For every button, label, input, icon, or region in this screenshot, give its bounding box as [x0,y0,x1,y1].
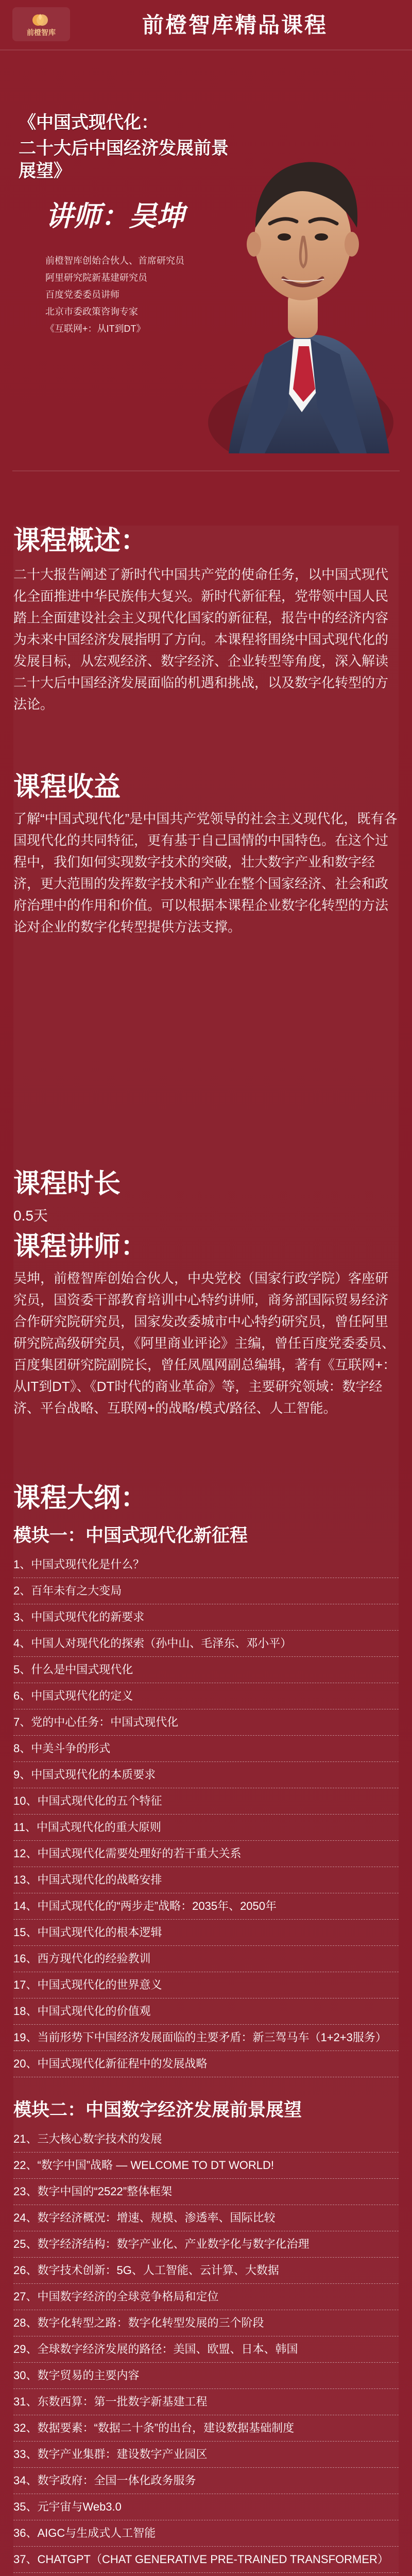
module-1-item: 19、当前形势下中国经济发展面临的主要矛盾：新三驾马车（1+2+3服务） [13,2025,399,2051]
speaker-bullet: 前橙智库创始合伙人、首席研究员 [45,256,184,266]
module-1-item: 8、中美斗争的形式 [13,1736,399,1762]
module-2-item: 23、数字中国的“2522”整体框架 [13,2179,399,2205]
module-2-item: 35、元宇宙与Web3.0 [13,2494,399,2520]
speaker-portrait [187,93,399,453]
module-1-item: 9、中国式现代化的本质要求 [13,1762,399,1788]
overview-title: 课程概述： [13,526,148,556]
hero-headline-line2: 二十大后中国经济发展前景展望》 [19,139,229,181]
module-2-item [13,2573,399,2576]
module-1-item: 4、中国人对现代化的探索（孙中山、毛泽东、邓小平） [13,1631,399,1657]
benefit-title: 课程收益 [13,772,121,802]
module-2-item: 28、数字化转型之路：数字化转型发展的三个阶段 [13,2310,399,2336]
module-1-item: 7、党的中心任务：中国式现代化 [13,1709,399,1736]
module-1-item: 1、中国式现代化是什么？ [13,1552,399,1578]
module-2-item: 31、东数西算：第一批数字新基建工程 [13,2389,399,2415]
duration-value: 0.5天 [13,1208,48,1224]
module-1-item: 10、中国式现代化的五个特征 [13,1788,399,1815]
speaker-portrait-image [187,93,399,453]
module-1-item: 5、什么是中国式现代化 [13,1657,399,1683]
teacher-text: 吴坤，前橙智库创始合伙人，中央党校（国家行政学院）客座研究员，国资委干部教育培训中心特约讲师，商务部国际贸易经济合作研究院研究员，国家发改委城市中心特约研究员，曾任阿里研究院高级研究员，《阿里商业评论》主编，曾任百度党委委员、百度集团研究院副院长，曾任凤凰网副总编辑，著有《互联网+：从IT到DT》、《DT时代的商业革命》等，主要研究领域：数字经济、平台战略、互联网+的战略/模式/路径、人工智能。 [13,1270,397,1416]
module-1-block [13,1524,399,2077]
speaker-bullet: 百度党委委员讲师 [45,290,119,300]
module-1-title: 模块一：中国式现代化新征程 [13,1526,248,1546]
module-1-item: 3、中国式现代化的新要求 [13,1604,399,1631]
module-2-item: 22、“数字中国”战略 — WELCOME TO DT WORLD! [13,2153,399,2179]
outline-title: 课程大纲： [13,1483,148,1513]
module-2-title: 模块二：中国数字经济发展前景展望 [13,2100,302,2120]
module-1-item: 18、中国式现代化的价值观 [13,1998,399,2025]
module-2-block [13,2098,399,2576]
module-2-item: 30、数字贸易的主要内容 [13,2363,399,2389]
brand-logo-icon [30,12,52,29]
hero-section [0,50,412,514]
benefit-text: 了解“中国式现代化”是中国共产党领导的社会主义现代化，既有各国现代化的共同特征，更有基于自己国情的中国特色。在这个过程中，我们如何实现数字技术的突破，壮大数字产业和数字经济，更大范围的发挥数字技术和产业在整个国家经济、社会和政府治理中的作用和价值。可以根据本课程企业数字化转型的方法论对企业的数字化转型提供方法支撑。 [13,811,398,935]
speaker-bullets [45,252,195,337]
module-2-item: 33、数字产业集群：建设数字产业园区 [13,2442,399,2468]
module-1-item: 20、中国式现代化新征程中的发展战略 [13,2051,399,2077]
duration-title: 课程时长 [13,1169,121,1199]
module-1-item: 13、中国式现代化的战略安排 [13,1867,399,1893]
module-1-item: 12、中国式现代化需要处理好的若干重大关系 [13,1841,399,1867]
top-banner [0,0,412,50]
module-1-item: 11、中国式现代化的重大原则 [13,1815,399,1841]
teacher-title: 课程讲师： [13,1232,148,1262]
module-2-item: 34、数字政府：全国一体化政务服务 [13,2468,399,2494]
module-1-item: 14、中国式现代化的“两步走”战略：2035年、2050年 [13,1893,399,1920]
speaker-bullet: 阿里研究院新基建研究员 [45,273,147,283]
module-1-item: 17、中国式现代化的世界意义 [13,1972,399,1998]
hero-separator [12,470,400,471]
module-2-item: 36、AIGC与生成式人工智能 [13,2520,399,2547]
module-2-item: 29、全球数字经济发展的路径：美国、欧盟、日本、韩国 [13,2336,399,2363]
module-2-item: 32、数据要素：“数据二十条”的出台，建设数据基础制度 [13,2415,399,2442]
module-1-item: 15、中国式现代化的根本逻辑 [13,1920,399,1946]
speaker-bullet: 北京市委政策咨询专家 [45,307,138,317]
brand-title: 前橙智库精品课程 [142,13,328,37]
module-2-item: 24、数字经济概况：增速、规模、渗透率、国际比较 [13,2205,399,2231]
module-1-item: 16、西方现代化的经验教训 [13,1946,399,1972]
module-2-item: 25、数字经济结构：数字产业化、产业数字化与数字化治理 [13,2231,399,2258]
brand-logo [12,7,70,41]
module-2-item: 37、CHATGPT（CHAT GENERATIVE PRE-TRAINED TRANSFORMER） [13,2547,399,2573]
speaker-title: 讲师：吴坤 [45,201,184,232]
brand-logo-text: 前橙智库 [27,28,56,37]
module-1-item: 6、中国式现代化的定义 [13,1683,399,1709]
module-2-item: 21、三大核心数字技术的发展 [13,2126,399,2153]
module-2-item: 27、中国数字经济的全球竞争格局和定位 [13,2284,399,2310]
hero-headline-line1: 《中国式现代化： [19,113,159,132]
overview-text: 二十大报告阐述了新时代中国共产党的使命任务，以中国式现代化全面推进中华民族伟大复兴。新时代新征程，党带领中国人民踏上全面建设社会主义现代化国家的新征程，报告中的经济内容为未来中国经济发展指明了方向。本课程将围绕中国式现代化的发展目标，从宏观经济、数字经济、企业转型等角度，深入解读二十大后中国经济发展面临的机遇和挑战，以及数字化转型的方法论。 [13,567,389,712]
speaker-bullet: 《互联网+：从IT到DT》 [45,324,146,334]
module-1-item: 2、百年未有之大变局 [13,1578,399,1604]
module-2-item: 26、数字技术创新：5G、人工智能、云计算、大数据 [13,2258,399,2284]
